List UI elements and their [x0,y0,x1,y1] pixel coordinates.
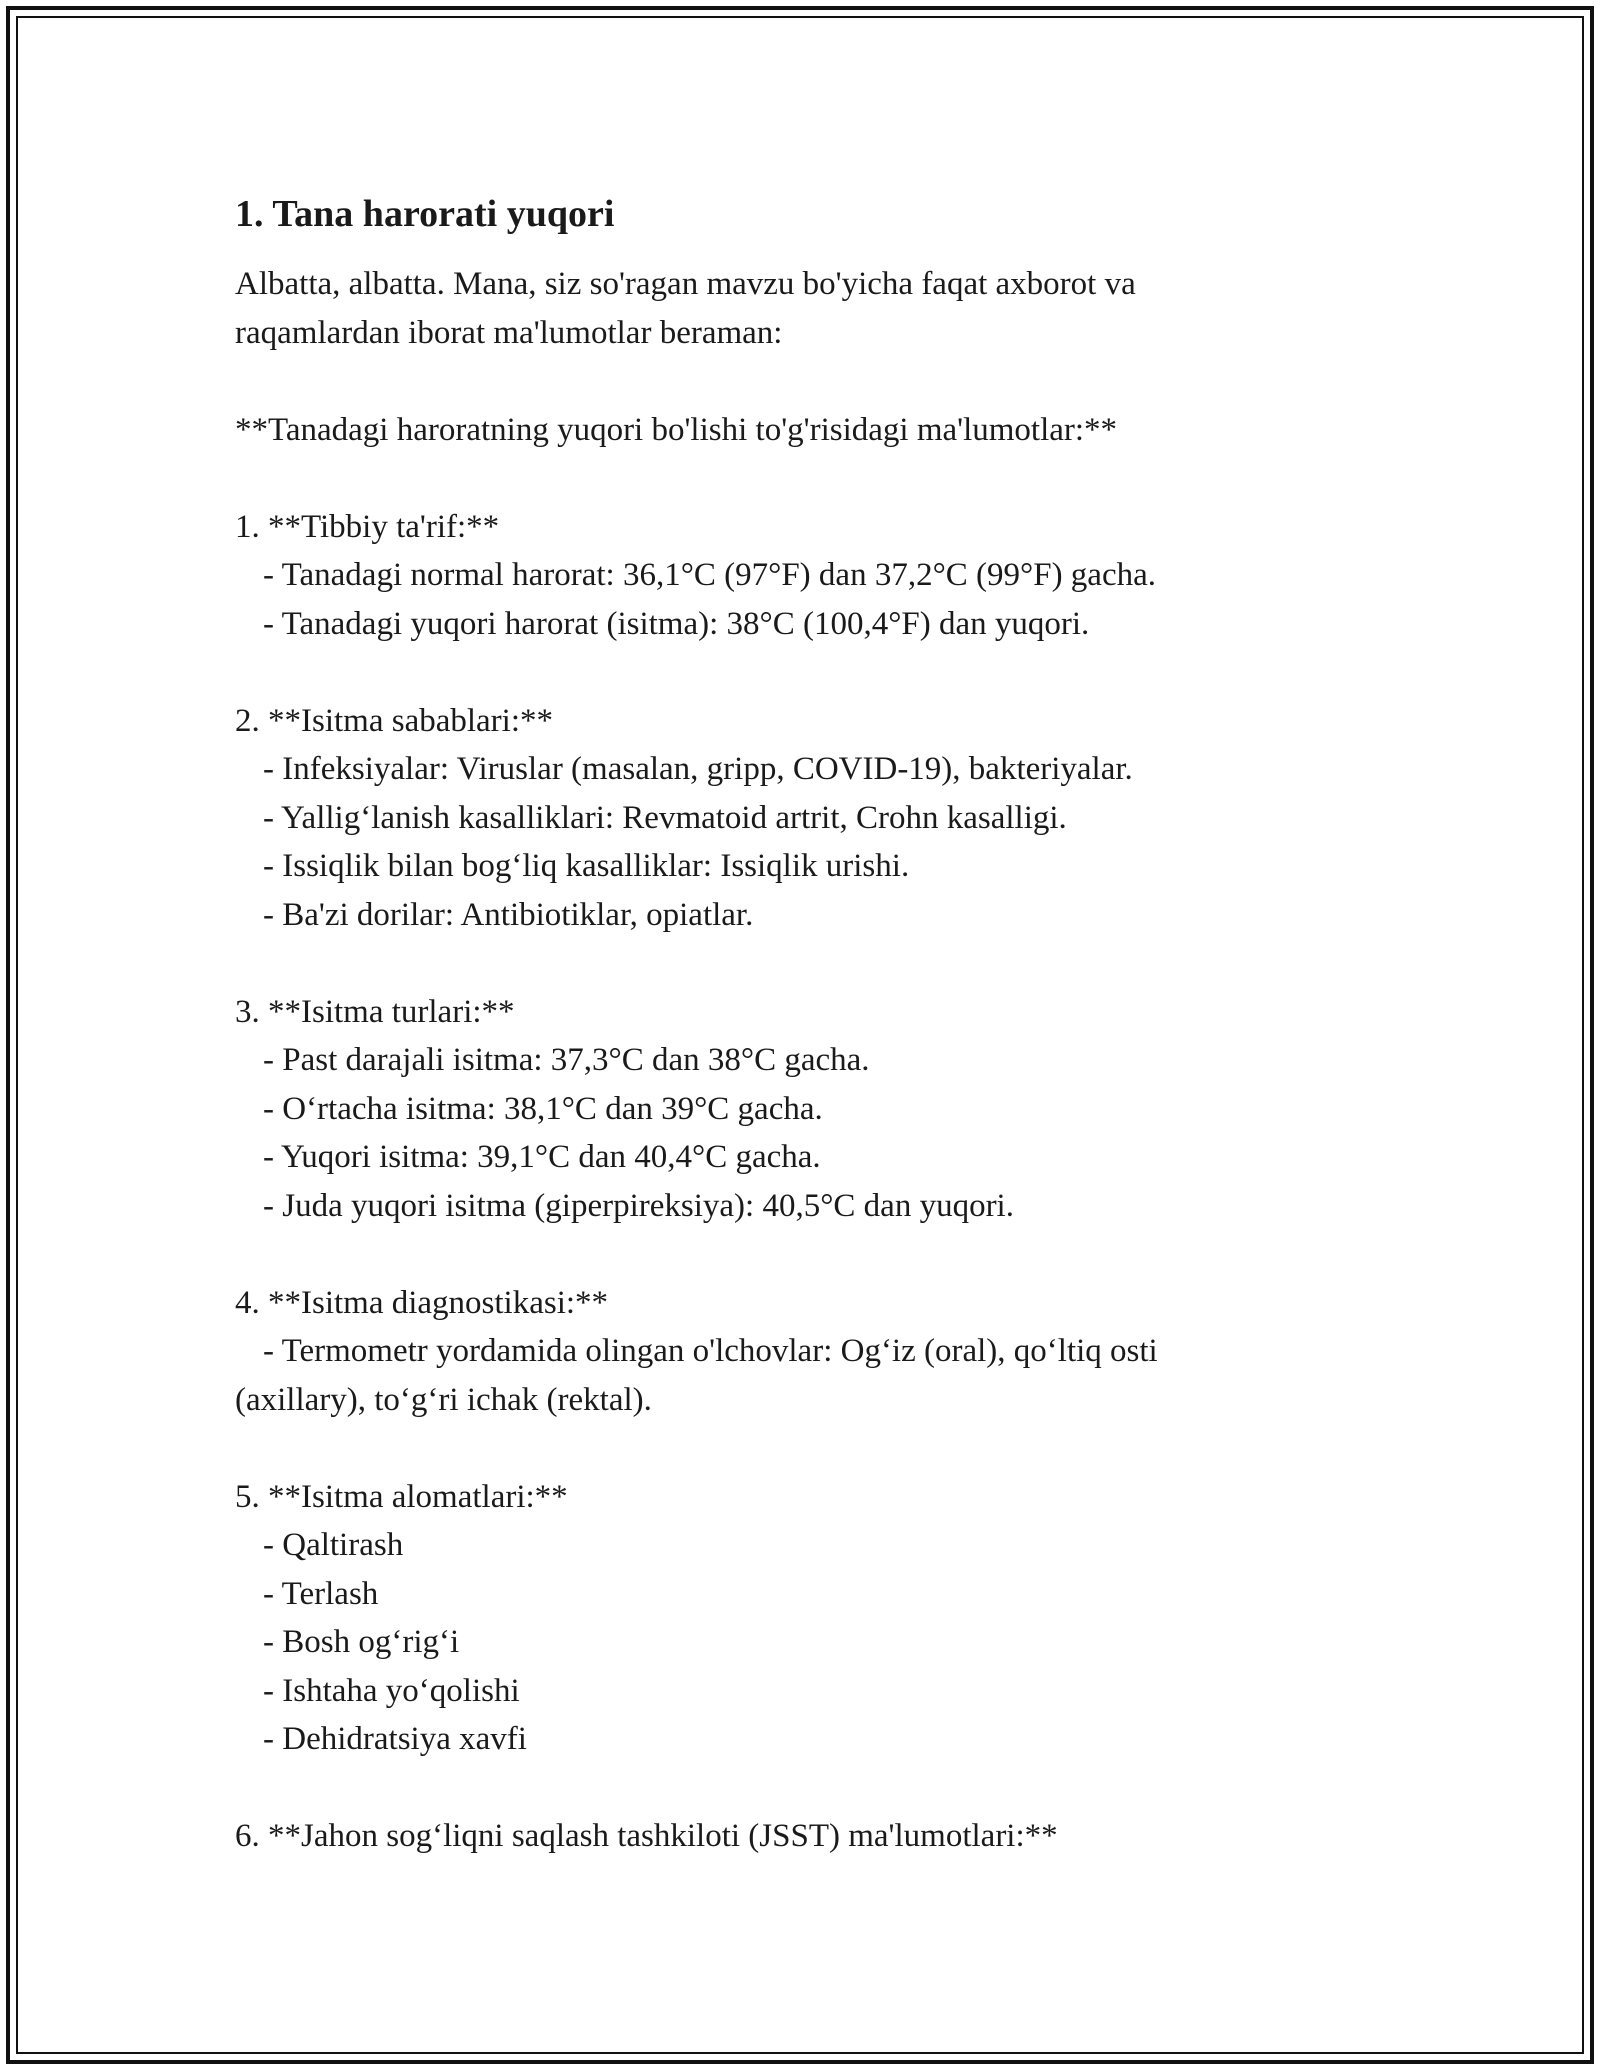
list-item: - Ba'zi dorilar: Antibiotiklar, opiatlar. [263,896,754,933]
list-item: - Ishtaha yo‘qolishi [263,1672,520,1709]
section-title: 4. **Isitma diagnostikasi:** [235,1284,609,1321]
list-item: - Past darajali isitma: 37,3°C dan 38°C gacha. [263,1042,870,1078]
section-title: 3. **Isitma turlari:** [235,993,515,1030]
list-item: - Dehidratsiya xavfi [263,1721,527,1757]
document-body [235,190,1385,1861]
list-item: - O‘rtacha isitma: 38,1°C dan 39°C gacha. [263,1090,823,1127]
section-medical-definition [235,503,1385,649]
document-title: 1. Tana harorati yuqori [235,193,615,235]
section-title: 1. **Tibbiy ta'rif:** [235,508,500,545]
list-item-continuation: (axillary), to‘g‘ri ichak (rektal). [235,1381,652,1418]
list-item: - Issiqlik bilan bog‘liq kasalliklar: Issiqlik urishi. [263,848,910,884]
intro-line: raqamlardan iborat ma'lumotlar beraman: [235,314,783,351]
section-title: 2. **Isitma sabablari:** [235,702,554,739]
section-title: 5. **Isitma alomatlari:** [235,1478,568,1515]
list-item: - Qaltirash [263,1527,404,1563]
list-item: - Yallig‘lanish kasalliklari: Revmatoid artrit, Crohn kasalligi. [263,799,1067,836]
list-item: - Tanadagi normal harorat: 36,1°C (97°F) dan 37,2°C (99°F) gacha. [263,557,1156,593]
section-fever-causes [235,697,1385,940]
list-item: - Yuqori isitma: 39,1°C dan 40,4°C gacha. [263,1139,821,1175]
list-item: - Termometr yordamida olingan o'lchovlar: Og‘iz (oral), qo‘ltiq osti [263,1333,1158,1369]
document-heading: **Tanadagi haroratning yuqori bo'lishi to'g'risidagi ma'lumotlar:** [235,411,1118,448]
list-item: - Juda yuqori isitma (giperpireksiya): 40,5°C dan yuqori. [263,1187,1014,1224]
list-item: - Bosh og‘rig‘i [263,1624,460,1660]
section-fever-symptoms [235,1473,1385,1764]
intro-line: Albatta, albatta. Mana, siz so'ragan mavzu bo'yicha faqat axborot va [235,266,1136,302]
section-fever-diagnostics [235,1279,1385,1425]
list-item: - Tanadagi yuqori harorat (isitma): 38°C (100,4°F) dan yuqori. [263,605,1090,642]
section-fever-types [235,988,1385,1231]
section-who-data [235,1812,1385,1861]
section-title: 6. **Jahon sog‘liqni saqlash tashkiloti (JSST) ma'lumotlari:** [235,1818,1058,1854]
list-item: - Infeksiyalar: Viruslar (masalan, gripp, COVID-19), bakteriyalar. [263,751,1133,787]
list-item: - Terlash [263,1575,379,1612]
